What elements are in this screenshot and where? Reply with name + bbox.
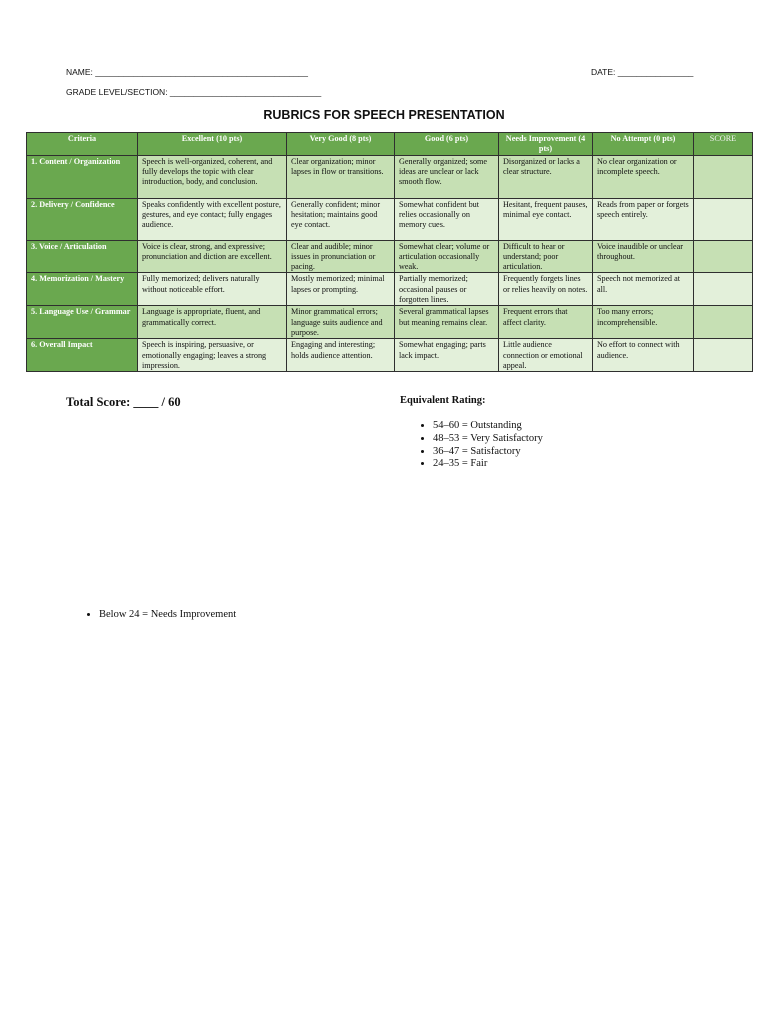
table-cell: Somewhat clear; volume or articulation occasionally weak. <box>395 240 499 273</box>
table-cell: Speech not memorized at all. <box>593 273 694 306</box>
list-item: • 36–47 = Satisfactory <box>433 446 543 459</box>
table-cell: Language is appropriate, fluent, and grammatically correct. <box>138 306 287 339</box>
table-cell: Minor grammatical errors; language suits audience and purpose. <box>287 306 395 339</box>
score-cell <box>694 155 753 198</box>
table-row <box>27 306 753 339</box>
table-row <box>27 198 753 240</box>
column-header: SCORE <box>694 133 753 156</box>
criteria-cell: 3. Voice / Articulation <box>27 240 138 273</box>
table-cell: Engaging and interesting; holds audience attention. <box>287 339 395 372</box>
table-cell: Hesitant, frequent pauses, minimal eye contact. <box>499 198 593 240</box>
table-cell: Frequent errors that affect clarity. <box>499 306 593 339</box>
name-field: NAME: _____________________________________________ <box>66 67 309 77</box>
page-title: RUBRICS FOR SPEECH PRESENTATION <box>263 108 505 122</box>
score-cell <box>694 198 753 240</box>
column-header: No Attempt (0 pts) <box>593 133 694 156</box>
table-cell: Somewhat confident but relies occasionally on memory cues. <box>395 198 499 240</box>
below-rating-list <box>66 609 236 622</box>
table-cell: Disorganized or lacks a clear structure. <box>499 155 593 198</box>
column-header: Excellent (10 pts) <box>138 133 287 156</box>
table-cell: Voice inaudible or unclear throughout. <box>593 240 694 273</box>
column-header: Good (6 pts) <box>395 133 499 156</box>
list-item: • 24–35 = Fair <box>433 458 543 471</box>
criteria-cell: 5. Language Use / Grammar <box>27 306 138 339</box>
table-row <box>27 273 753 306</box>
table-cell: Too many errors; incomprehensible. <box>593 306 694 339</box>
criteria-cell: 6. Overall Impact <box>27 339 138 372</box>
list-item: • Below 24 = Needs Improvement <box>99 609 236 622</box>
table-cell: Generally organized; some ideas are unclear or lack smooth flow. <box>395 155 499 198</box>
score-cell <box>694 339 753 372</box>
table-cell: Little audience connection or emotional appeal. <box>499 339 593 372</box>
table-cell: Frequently forgets lines or relies heavily on notes. <box>499 273 593 306</box>
grade-section-field: GRADE LEVEL/SECTION: ________________________________ <box>66 87 322 97</box>
table-cell: Several grammatical lapses but meaning remains clear. <box>395 306 499 339</box>
table-cell: Speech is well-organized, coherent, and fully develops the topic with clear introduction, body, and conclusion. <box>138 155 287 198</box>
table-row <box>27 339 753 372</box>
list-item: • 54–60 = Outstanding <box>433 420 543 433</box>
column-header: Criteria <box>27 133 138 156</box>
rubric-table <box>26 132 753 372</box>
table-cell: Speaks confidently with excellent posture, gestures, and eye contact; fully engages audience. <box>138 198 287 240</box>
table-cell: Somewhat engaging; parts lack impact. <box>395 339 499 372</box>
table-cell: Difficult to hear or understand; poor articulation. <box>499 240 593 273</box>
table-cell: No effort to connect with audience. <box>593 339 694 372</box>
table-row <box>27 240 753 273</box>
criteria-cell: 4. Memorization / Mastery <box>27 273 138 306</box>
table-cell: No clear organization or incomplete speech. <box>593 155 694 198</box>
table-cell: Reads from paper or forgets speech entirely. <box>593 198 694 240</box>
list-item: • 48–53 = Very Satisfactory <box>433 433 543 446</box>
criteria-cell: 1. Content / Organization <box>27 155 138 198</box>
total-score: Total Score: ____ / 60 <box>66 395 181 409</box>
criteria-cell: 2. Delivery / Confidence <box>27 198 138 240</box>
date-field: DATE: ________________ <box>591 67 694 77</box>
table-row <box>27 155 753 198</box>
column-header: Needs Improvement (4 pts) <box>499 133 593 156</box>
score-cell <box>694 273 753 306</box>
score-cell <box>694 306 753 339</box>
column-header: Very Good (8 pts) <box>287 133 395 156</box>
table-cell: Partially memorized; occasional pauses or forgotten lines. <box>395 273 499 306</box>
table-cell: Speech is inspiring, persuasive, or emotionally engaging; leaves a strong impression. <box>138 339 287 372</box>
table-cell: Generally confident; minor hesitation; maintains good eye contact. <box>287 198 395 240</box>
equivalent-rating-title: Equivalent Rating: <box>400 395 486 406</box>
table-cell: Clear organization; minor lapses in flow or transitions. <box>287 155 395 198</box>
table-cell: Fully memorized; delivers naturally without noticeable effort. <box>138 273 287 306</box>
equivalent-rating-list <box>400 420 543 471</box>
table-cell: Mostly memorized; minimal lapses or prompting. <box>287 273 395 306</box>
table-header-row <box>27 133 753 156</box>
score-cell <box>694 240 753 273</box>
table-cell: Voice is clear, strong, and expressive; pronunciation and diction are excellent. <box>138 240 287 273</box>
table-cell: Clear and audible; minor issues in pronunciation or pacing. <box>287 240 395 273</box>
